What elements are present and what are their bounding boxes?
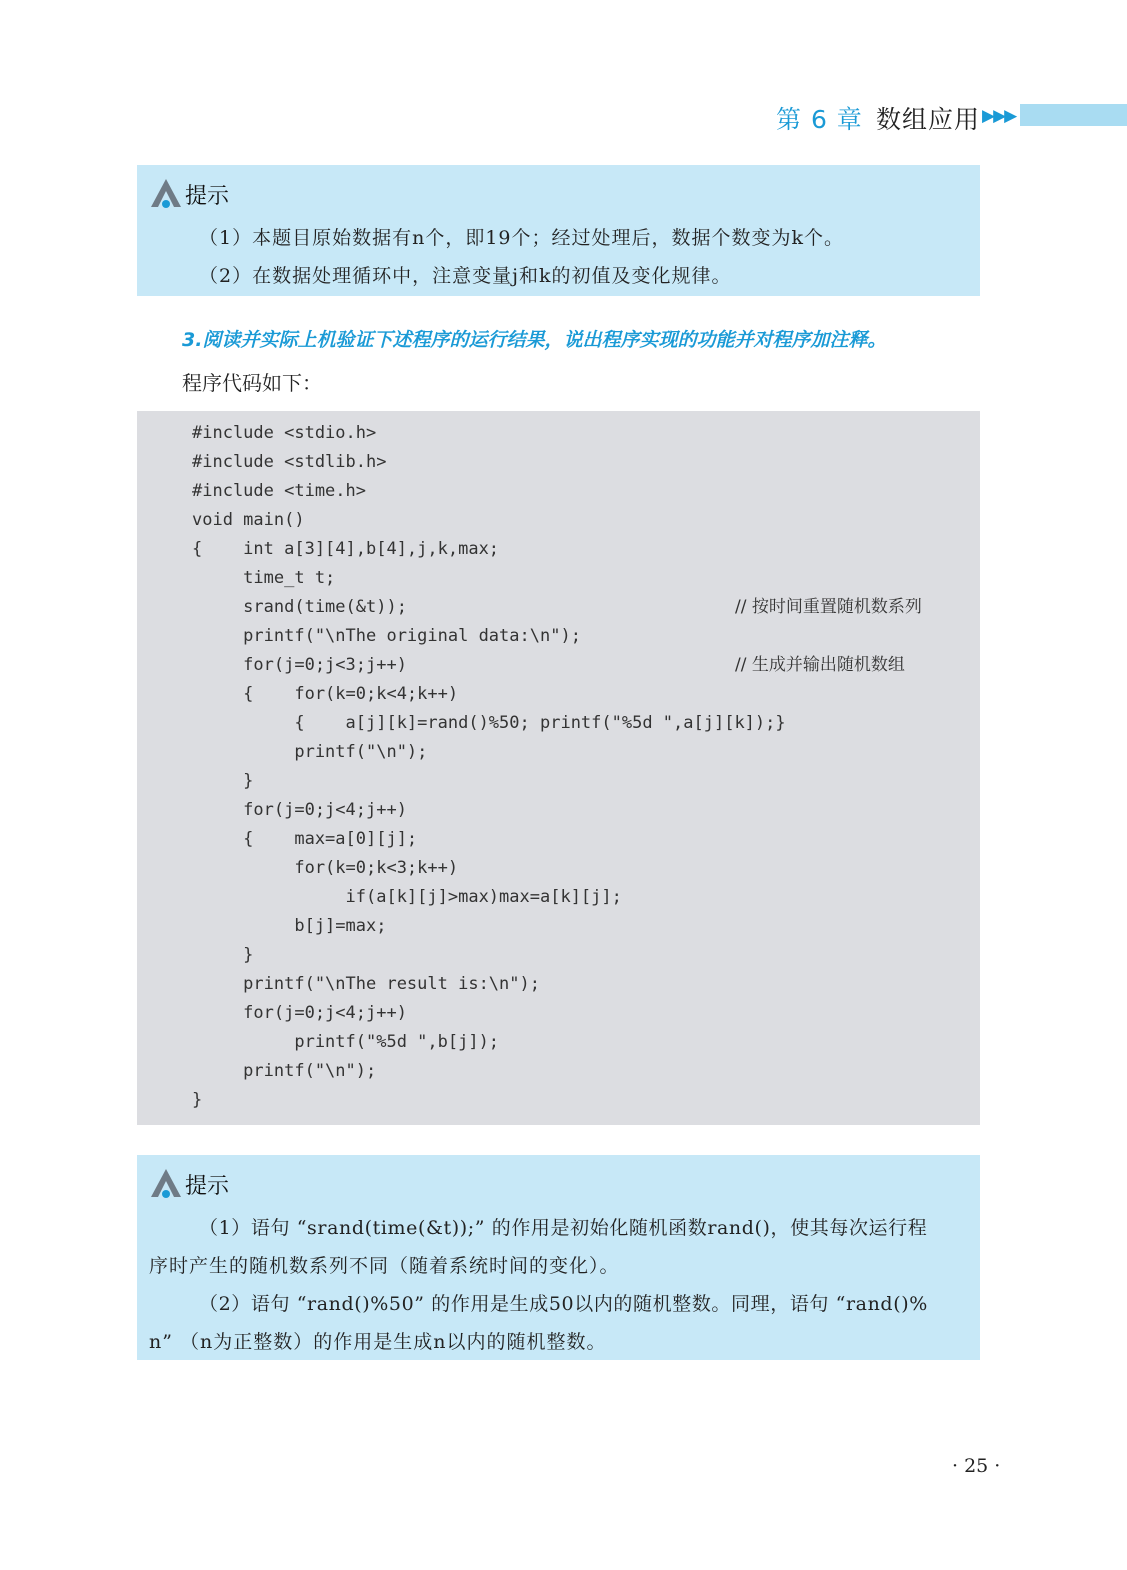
tip-text: （2）在数据处理循环中，注意变量j和k的初值及变化规律。: [199, 265, 732, 287]
tip-text: （1）本题目原始数据有n个，即19个；经过处理后，数据个数变为k个。: [199, 227, 845, 249]
tip-text: n” （n为正整数）的作用是生成n以内的随机整数。: [149, 1331, 607, 1353]
code-line: #include <time.h>: [192, 481, 366, 501]
code-line: printf("%5d ",b[j]);: [192, 1032, 500, 1052]
tip-label: 提示: [185, 1174, 230, 1199]
code-comment: // 按时间重置随机数系列: [735, 597, 922, 617]
code-intro: 程序代码如下：: [182, 371, 322, 395]
chapter-number: 第 6 章: [776, 105, 863, 134]
code-line: for(k=0;k<3;k++): [192, 858, 459, 878]
code-line: { max=a[0][j];: [192, 829, 418, 849]
header-accent-bar: [1020, 104, 1127, 126]
tip-text: （2）语句 “rand()%50” 的作用是生成50以内的随机整数。同理，语句 “rand()%: [199, 1293, 928, 1315]
code-line: { for(k=0;k<4;k++): [192, 684, 459, 704]
chapter-header: [0, 96, 1127, 136]
code-line: }: [192, 945, 254, 965]
tip-text: （1）语句 “srand(time(&t));” 的作用是初始化随机函数rand()，使其每次运行程: [199, 1217, 928, 1239]
tip-label: 提示: [185, 184, 230, 209]
code-line: #include <stdlib.h>: [192, 452, 387, 472]
code-line: if(a[k][j]>max)max=a[k][j];: [192, 887, 622, 907]
code-line: for(j=0;j<4;j++): [192, 1003, 407, 1023]
code-line: printf("\nThe original data:\n");: [192, 626, 581, 646]
chevron-right-icon: ▶▶▶: [982, 106, 1016, 126]
page-number: · 25 ·: [952, 1455, 1001, 1477]
code-line: time_t t;: [192, 568, 336, 588]
code-line: printf("\n");: [192, 742, 428, 762]
code-line: printf("\n");: [192, 1061, 377, 1081]
code-line: #include <stdio.h>: [192, 423, 377, 443]
tip-box-1: [137, 165, 980, 296]
code-line: srand(time(&t));: [192, 597, 407, 617]
code-line: }: [192, 1090, 203, 1110]
code-line: b[j]=max;: [192, 916, 387, 936]
tip-text: 序时产生的随机数系列不同（随着系统时间的变化）。: [149, 1255, 620, 1277]
code-line: void main(): [192, 510, 305, 530]
code-line: for(j=0;j<3;j++): [192, 655, 407, 675]
tip-icon: [149, 1167, 185, 1199]
code-comment: // 生成并输出随机数组: [735, 655, 905, 675]
code-line: { a[j][k]=rand()%50; printf("%5d ",a[j][k]);}: [192, 713, 786, 733]
code-line: for(j=0;j<4;j++): [192, 800, 407, 820]
code-line: printf("\nThe result is:\n");: [192, 974, 540, 994]
chapter-title: 数组应用: [876, 105, 981, 134]
code-block: [137, 411, 980, 1125]
exercise-heading: 3.阅读并实际上机验证下述程序的运行结果，说出程序实现的功能并对程序加注释。: [182, 329, 887, 351]
code-line: { int a[3][4],b[4],j,k,max;: [192, 539, 500, 559]
tip-box-2: [137, 1155, 980, 1360]
code-line: }: [192, 771, 254, 791]
tip-icon: [149, 177, 185, 209]
